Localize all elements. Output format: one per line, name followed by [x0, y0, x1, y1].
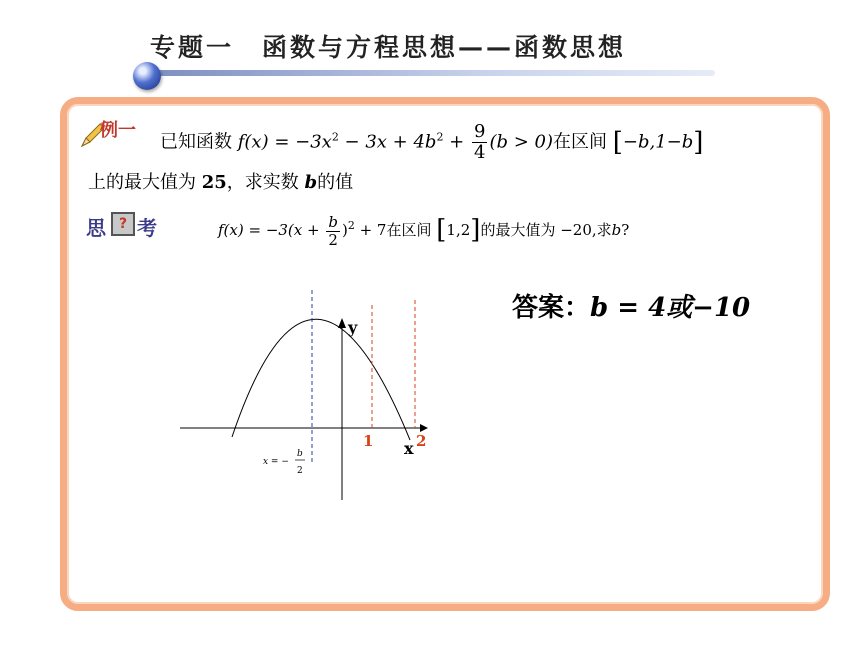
- example-formula-plus: +: [443, 131, 470, 153]
- think-f-rhs: ): [341, 221, 348, 239]
- y-axis-arrow: [338, 318, 346, 328]
- example-frac-num: 9: [473, 121, 486, 142]
- example-problem-line2: [88, 168, 353, 194]
- y-axis-label: y: [348, 318, 358, 337]
- symmetry-label-den: 2: [297, 466, 303, 476]
- answer-expr: b = 4或−10: [590, 293, 751, 323]
- example-line2-suffix: 的值: [317, 172, 354, 193]
- example-interval-text: 在区间: [552, 131, 607, 153]
- x-axis-arrow: [420, 424, 428, 432]
- think-rest: 的最大值为 −20,求: [480, 221, 612, 239]
- answer-label: 答案：: [512, 293, 591, 323]
- symmetry-label: [263, 457, 289, 467]
- symmetry-label-lhs: x = −: [263, 457, 289, 467]
- example-line2-prefix: 上的最大值为: [88, 172, 202, 193]
- parabola-graph: [170, 280, 440, 505]
- x-axis-label: x: [404, 439, 414, 458]
- think-frac-num: b: [328, 213, 338, 231]
- example-badge: 例一: [100, 120, 136, 141]
- think-problem: f(x) = −3(x + $\frac{b}{2}$ )$^2$ + 7在区间 [1,2]的最大值为 −20,求b?: [218, 213, 630, 249]
- think-var: b: [611, 221, 622, 239]
- sphere-bullet-icon: [133, 62, 161, 90]
- tick-label-2: 2: [416, 432, 427, 450]
- tick-label-1: 1: [363, 432, 374, 450]
- think-q: ?: [621, 221, 630, 239]
- example-fraction: [472, 122, 487, 163]
- think-f-lhs: f(x) = −3(x +: [218, 221, 325, 239]
- example-frac-den: 4: [473, 141, 486, 163]
- example-formula-mid: − 3x + 4b: [338, 131, 437, 153]
- example-problem-line1: 已知函数 $f(x) = -3x^2 - 3x + 4b^2$ + $\frac{9}{4}$ (b > 0)在区间 [−b,1−b]: [160, 121, 704, 163]
- example-interval: −b,1−b: [622, 131, 694, 153]
- think-interval: 1,2: [446, 221, 471, 239]
- example-intro: 已知函数: [160, 131, 232, 153]
- example-line2-mid: ，求实数: [226, 172, 305, 193]
- example-line2-var: b: [304, 172, 318, 193]
- think-label-char1: 思: [86, 216, 106, 240]
- title-divider: [150, 70, 715, 76]
- example-formula-lhs: f(x) = −3x: [237, 131, 332, 153]
- think-label-char2: 考: [137, 216, 157, 240]
- parabola-curve: [232, 319, 410, 440]
- page-title: 专题一 函数与方程思想——函数思想: [150, 33, 627, 62]
- think-frac-den: 2: [328, 230, 338, 249]
- question-mark-icon: ?: [111, 212, 135, 236]
- symmetry-label-num: b: [297, 449, 303, 459]
- think-f-tail: + 7在区间: [354, 221, 432, 239]
- example-condition: (b > 0): [489, 131, 553, 153]
- think-fraction: [326, 214, 340, 248]
- example-line2-value: 25: [201, 172, 227, 193]
- answer: [512, 287, 750, 324]
